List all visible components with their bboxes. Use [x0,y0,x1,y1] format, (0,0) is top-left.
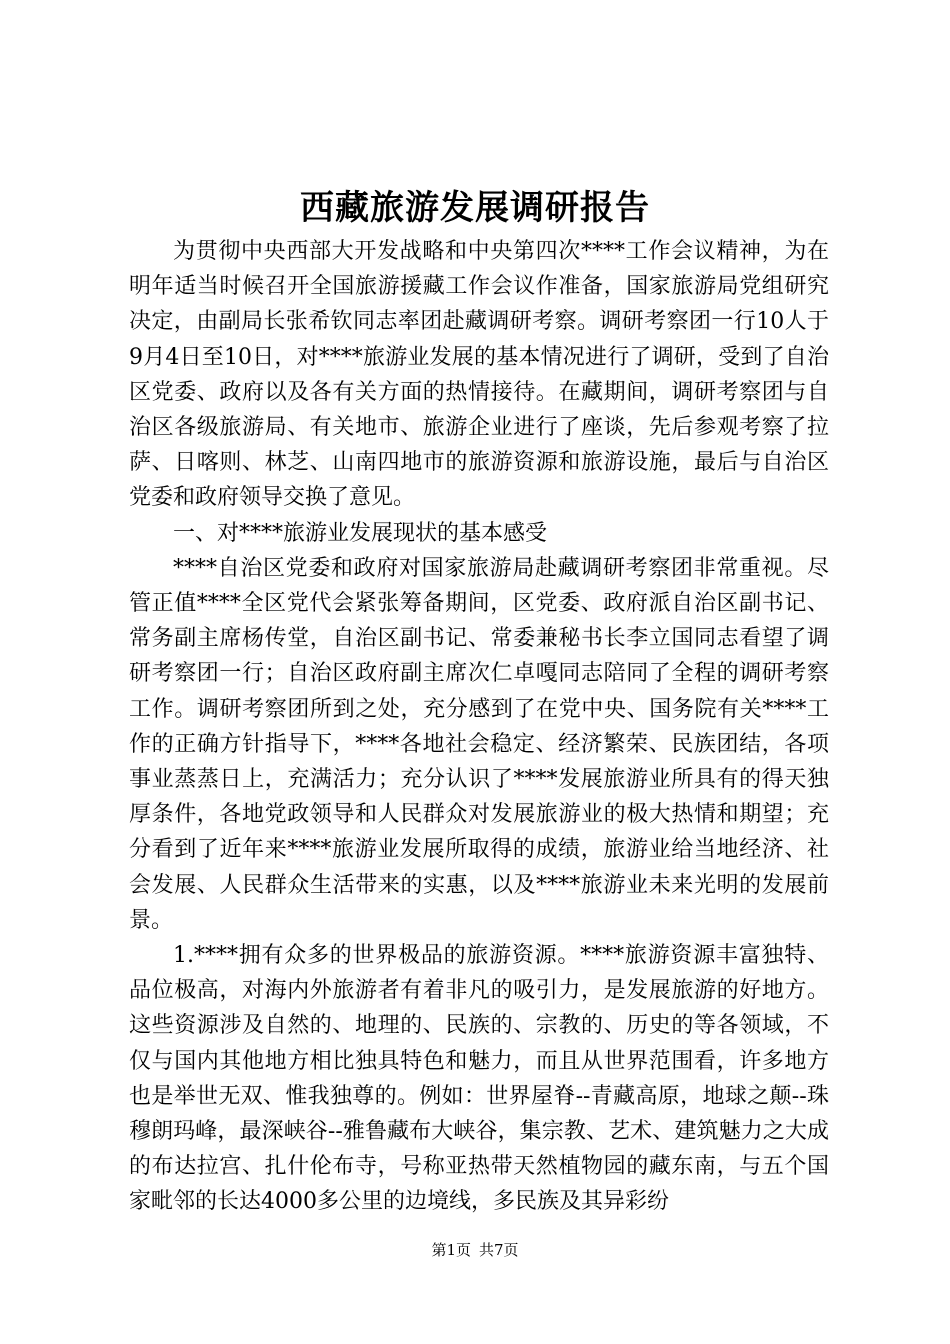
document-title: 西藏旅游发展调研报告 [300,188,650,228]
paragraph-resources: 1.****拥有众多的世界极品的旅游资源。****旅游资源丰富独特、品位极高，对海内外旅游者有着非凡的吸引力，是发展旅游的好地方。这些资源涉及自然的、地理的、民族的、宗教的、历史的等各领域，不仅与国内其他地方相比独具特色和魅力，而且从世界范围看，许多地方也是举世无双、惟我独尊的。例如：世界屋脊--青藏高原，地球之颠--珠穆朗玛峰，最深峡谷--雅鲁藏布大峡谷，集宗教、艺术、建筑魅力之大成的布达拉宫、扎什伦布寺，号称亚热带天然植物园的藏东南，与五个国家毗邻的长达4000多公里的边境线，多民族及其异彩纷 [129,943,829,1215]
page-footer [0,1238,950,1262]
page-total: 共7页 [479,1241,519,1259]
page-number: 第1页 [431,1241,471,1259]
paragraph-overview: ****自治区党委和政府对国家旅游局赴藏调研考察团非常重视。尽管正值****全区党代会紧张筹备期间，区党委、政府派自治区副书记、常务副主席杨传堂，自治区副书记、常委兼秘书长李立国同志看望了调研考察团一行；自治区政府副主席次仁卓嘎同志陪同了全程的调研考察工作。调研考察团所到之处，充分感到了在党中央、国务院有关****工作的正确方针指导下，****各地社会稳定、经济繁荣、民族团结，各项事业蒸蒸日上，充满活力；充分认识了****发展旅游业所具有的得天独厚条件，各地党政领导和人民群众对发展旅游业的极大热情和期望；充分看到了近年来****旅游业发展所取得的成绩，旅游业给当地经济、社会发展、人民群众生活带来的实惠，以及****旅游业未来光明的发展前景。 [129,555,829,933]
paragraph-intro: 为贯彻中央西部大开发战略和中央第四次****工作会议精神，为在明年适当时候召开全国旅游援藏工作会议作准备，国家旅游局党组研究决定，由副局长张希钦同志率团赴藏调研考察。调研考察团一行10人于9月4日至10日，对****旅游业发展的基本情况进行了调研，受到了自治区党委、政府以及各有关方面的热情接待。在藏期间，调研考察团与自治区各级旅游局、有关地市、旅游企业进行了座谈，先后参观考察了拉萨、日喀则、林芝、山南四地市的旅游资源和旅游设施，最后与自治区党委和政府领导交换了意见。 [129,239,829,511]
section-heading: 一、对****旅游业发展现状的基本感受 [173,520,548,546]
document-body [129,234,829,1220]
